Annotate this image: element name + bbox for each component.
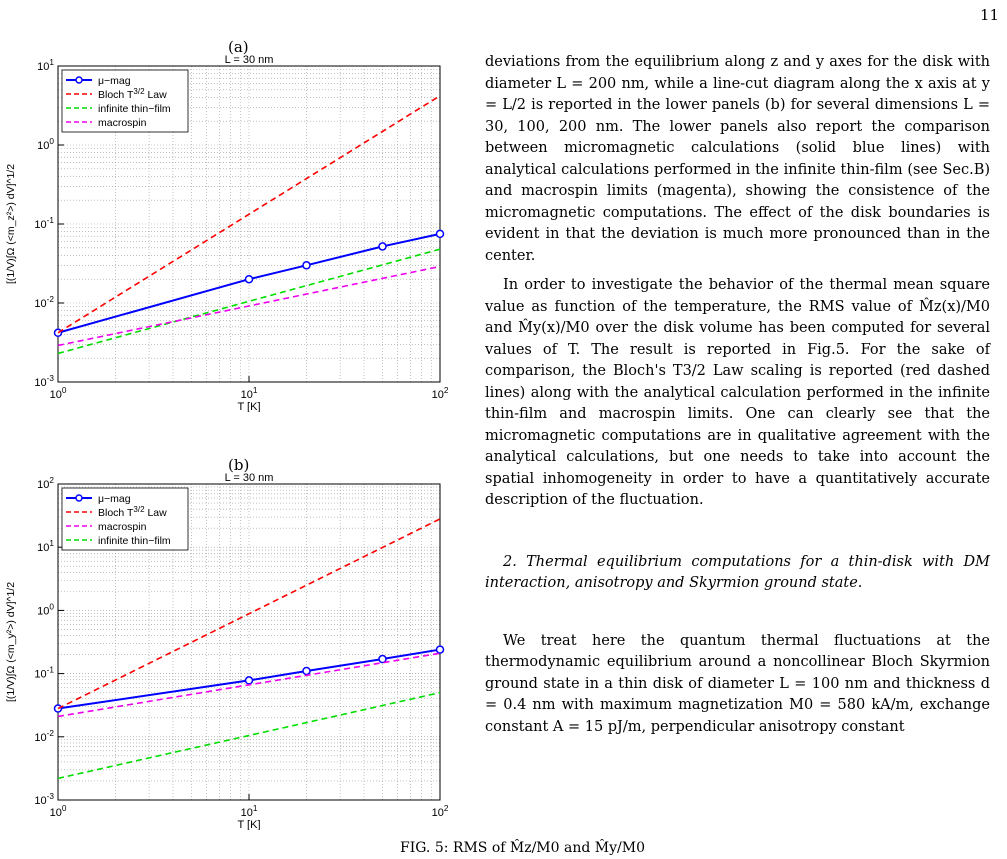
legend-label: infinite thin−film [98,535,171,547]
figure-caption-fragment: FIG. 5: RMS of M̂z/M0 and M̂y/M0 [400,840,645,856]
panel-label-b: (b) [228,456,250,474]
paragraph-3: We treat here the quantum thermal fluctuations at the thermodynamic equilibrium around a noncollinear Bloch Skyrmion ground state in a thin disk of diameter L = 100 nm and thickness d = 0.4 nm with maximum magnetization M0 = 580 kA/m, exchange constant A = 15 pJ/m, perpendicular anisotropy constant [485,632,990,735]
y-tick-label: $10^0$ [37,137,54,152]
paragraph-1: deviations from the equilibrium along z and y axes for the disk with diameter L = 200 nm, while a line-cut diagram along the x axis at y = L/2 is reported in the lower panels (b) for several dimensions L = 30, 100, 200 nm. The lower panels also report the comparison between micromagnetic calculations (solid blue lines) with analytical calculations performed in the infinite thin-film (see Sec.B) and macrospin limits (magenta), showing the consistence of the micromagnetic computations. The effect of the disk boundaries is evident in that the deviation is much more pronounced than in the center. [485,54,990,264]
chart-b [0,470,470,830]
paragraph-2: In order to investigate the behavior of the thermal mean square value as function of the temperature, the RMS value of M̂z(x)/M0 and M̂y(x)/M0 over the disk volume has been computed for several values of T. The result is reported in Fig.5. For the sake of comparison, the Bloch's T3/2 Law scaling is reported (red dashed lines) along with the analytical calculation performed in the infinite thin-film and macrospin limits. One can clearly see that the micromagnetic computations are in qualitative agreement with the analytical calculations, but one needs to take into account the spatial inhomogeneity in order to have a quantitatively accurate description of the fluctuation. [485,277,990,508]
legend-label: Bloch $T^{3/2}$ Law [98,505,167,519]
y-tick-label: $10^{-1}$ [34,665,54,681]
y-tick-label: $10^1$ [37,58,54,73]
legend-label: infinite thin−film [98,103,171,115]
data-point [246,677,253,684]
legend-label: Bloch $T^{3/2}$ Law [98,87,167,101]
data-point [379,656,386,663]
x-tick-label: $10^0$ [49,804,67,819]
legend-marker [76,77,82,83]
x-axis-label: T [K] [237,819,261,830]
data-point [303,262,310,269]
body-text-column [485,52,990,738]
data-point [437,230,444,237]
data-point [379,243,386,250]
y-tick-label: $10^{-2}$ [34,295,54,310]
y-tick-label: $10^{-3}$ [34,374,54,389]
y-tick-label: $10^{-2}$ [34,728,54,744]
chart-a-svg [0,52,470,412]
data-point [246,276,253,283]
y-tick-label: $10^2$ [37,476,54,491]
data-point [303,667,310,674]
y-tick-label: $10^{-1}$ [34,216,54,231]
page-number: 11 [980,6,1000,24]
section-heading: 2. Thermal equilibrium computations for a thin-disk with DM interaction, anisotropy and Skyrmion ground state. [485,553,990,591]
x-tick-label: $10^2$ [431,804,449,819]
y-axis-label: [(1/V)∫Ω (<m_y²>) dV]^1/2 [5,581,17,703]
y-tick-label: $10^1$ [37,539,54,555]
x-tick-label: $10^1$ [240,804,258,819]
legend-label: μ−mag [98,493,131,505]
legend-label: μ−mag [98,75,131,87]
x-tick-label: $10^1$ [240,386,258,401]
panel-label-a: (a) [228,38,249,56]
x-tick-label: $10^2$ [431,386,449,401]
chart-title: L = 30 nm [224,472,274,484]
chart-a [0,52,470,412]
x-axis-label: T [K] [237,401,261,412]
y-tick-label: $10^0$ [37,602,54,618]
chart-title: L = 30 nm [224,54,274,66]
data-point [437,646,444,653]
x-tick-label: $10^0$ [49,386,67,401]
y-axis-label: [(1/V)∫Ω (<m_z²>) dV]^1/2 [5,163,17,285]
chart-b-svg [0,470,470,830]
legend-label: macrospin [98,117,147,129]
legend-marker [76,495,82,501]
y-tick-label: $10^{-3}$ [34,792,54,807]
legend-label: macrospin [98,521,147,533]
